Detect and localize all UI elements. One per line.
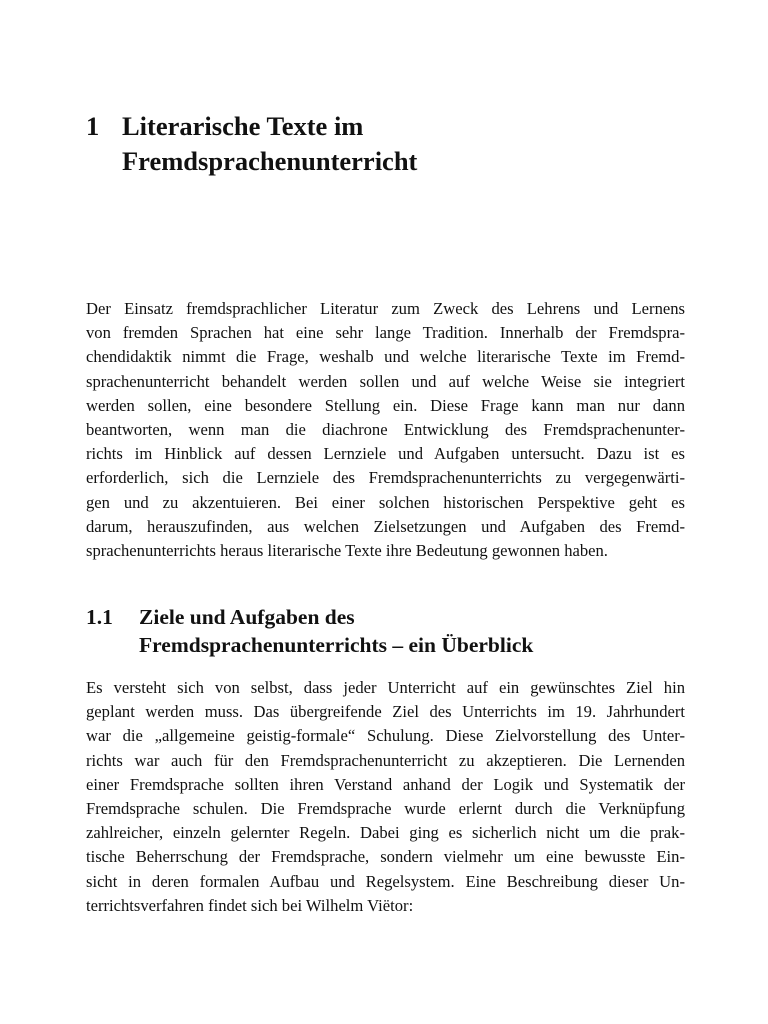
paragraph-line: war die „allgemeine geistig-formale“ Schulung. Diese Zielvorstellung des Unter- bbox=[86, 726, 685, 746]
paragraph-line: chendidaktik nimmt die Frage, weshalb und welche literarische Texte im Fremd- bbox=[86, 347, 685, 367]
paragraph-line: darum, herauszufinden, aus welchen Zielsetzungen und Aufgaben des Fremd- bbox=[86, 516, 685, 536]
section-number: 1.1 bbox=[86, 605, 113, 629]
section-heading bbox=[86, 603, 706, 659]
paragraph-line: sicht in deren formalen Aufbau und Regelsystem. Eine Beschreibung dieser Un- bbox=[86, 871, 685, 891]
paragraph-line: terrichtsverfahren findet sich bei Wilhelm Viëtor: bbox=[86, 895, 414, 915]
paragraph-line: werden sollen, eine besondere Stellung ein. Diese Frage kann man nur dann bbox=[86, 395, 685, 415]
section-paragraph bbox=[86, 676, 685, 918]
chapter-heading bbox=[86, 109, 686, 179]
chapter-number: 1 bbox=[86, 111, 100, 141]
paragraph-line: Fremdsprache schulen. Die Fremdsprache wurde erlernt durch die Verknüpfung bbox=[86, 798, 685, 818]
paragraph-line: von fremden Sprachen hat eine sehr lange Tradition. Innerhalb der Fremdspra- bbox=[86, 323, 685, 343]
paragraph-line: einer Fremdsprache sollten ihren Verstand anhand der Logik und Systematik der bbox=[86, 774, 685, 794]
paragraph-line: geplant werden muss. Das übergreifende Ziel des Unterrichts im 19. Jahrhundert bbox=[86, 702, 685, 722]
paragraph-line: beantworten, wenn man die diachrone Entwicklung des Fremdsprachenunter- bbox=[86, 419, 685, 439]
paragraph-line: erforderlich, sich die Lernziele des Fremdsprachenunterrichts zu vergegenwärti- bbox=[86, 468, 685, 488]
paragraph-line: richts war auch für den Fremdsprachenunterricht zu akzeptieren. Die Lernenden bbox=[86, 750, 685, 770]
chapter-title-line-2: Fremdsprachenunterricht bbox=[122, 146, 418, 176]
paragraph-line: zahlreicher, einzeln gelernter Regeln. Dabei ging es sicherlich nicht um die prak- bbox=[86, 823, 685, 843]
paragraph-line: Der Einsatz fremdsprachlicher Literatur zum Zweck des Lehrens und Lernens bbox=[86, 299, 685, 318]
paragraph-line: Es versteht sich von selbst, dass jeder Unterricht auf ein gewünschtes Ziel hin bbox=[86, 678, 685, 697]
section-title-line-2: Fremdsprachenunterrichts – ein Überblick bbox=[139, 633, 534, 657]
paragraph-line: richts im Hinblick auf dessen Lernziele und Aufgaben untersucht. Dazu ist es bbox=[86, 444, 685, 464]
paragraph-line: sprachenunterrichts heraus literarische Texte ihre Bedeutung gewonnen haben. bbox=[86, 540, 608, 560]
paragraph-line: tische Beherrschung der Fremdsprache, sondern vielmehr um eine bewusste Ein- bbox=[86, 847, 685, 867]
section-title-line-1: Ziele und Aufgaben des bbox=[139, 605, 355, 629]
paragraph-line: gen und zu akzentuieren. Bei einer solchen historischen Perspektive geht es bbox=[86, 492, 685, 512]
intro-paragraph bbox=[86, 297, 685, 563]
chapter-title-line-1: Literarische Texte im bbox=[122, 111, 364, 141]
paragraph-line: sprachenunterricht behandelt werden sollen und auf welche Weise sie integriert bbox=[86, 371, 685, 391]
